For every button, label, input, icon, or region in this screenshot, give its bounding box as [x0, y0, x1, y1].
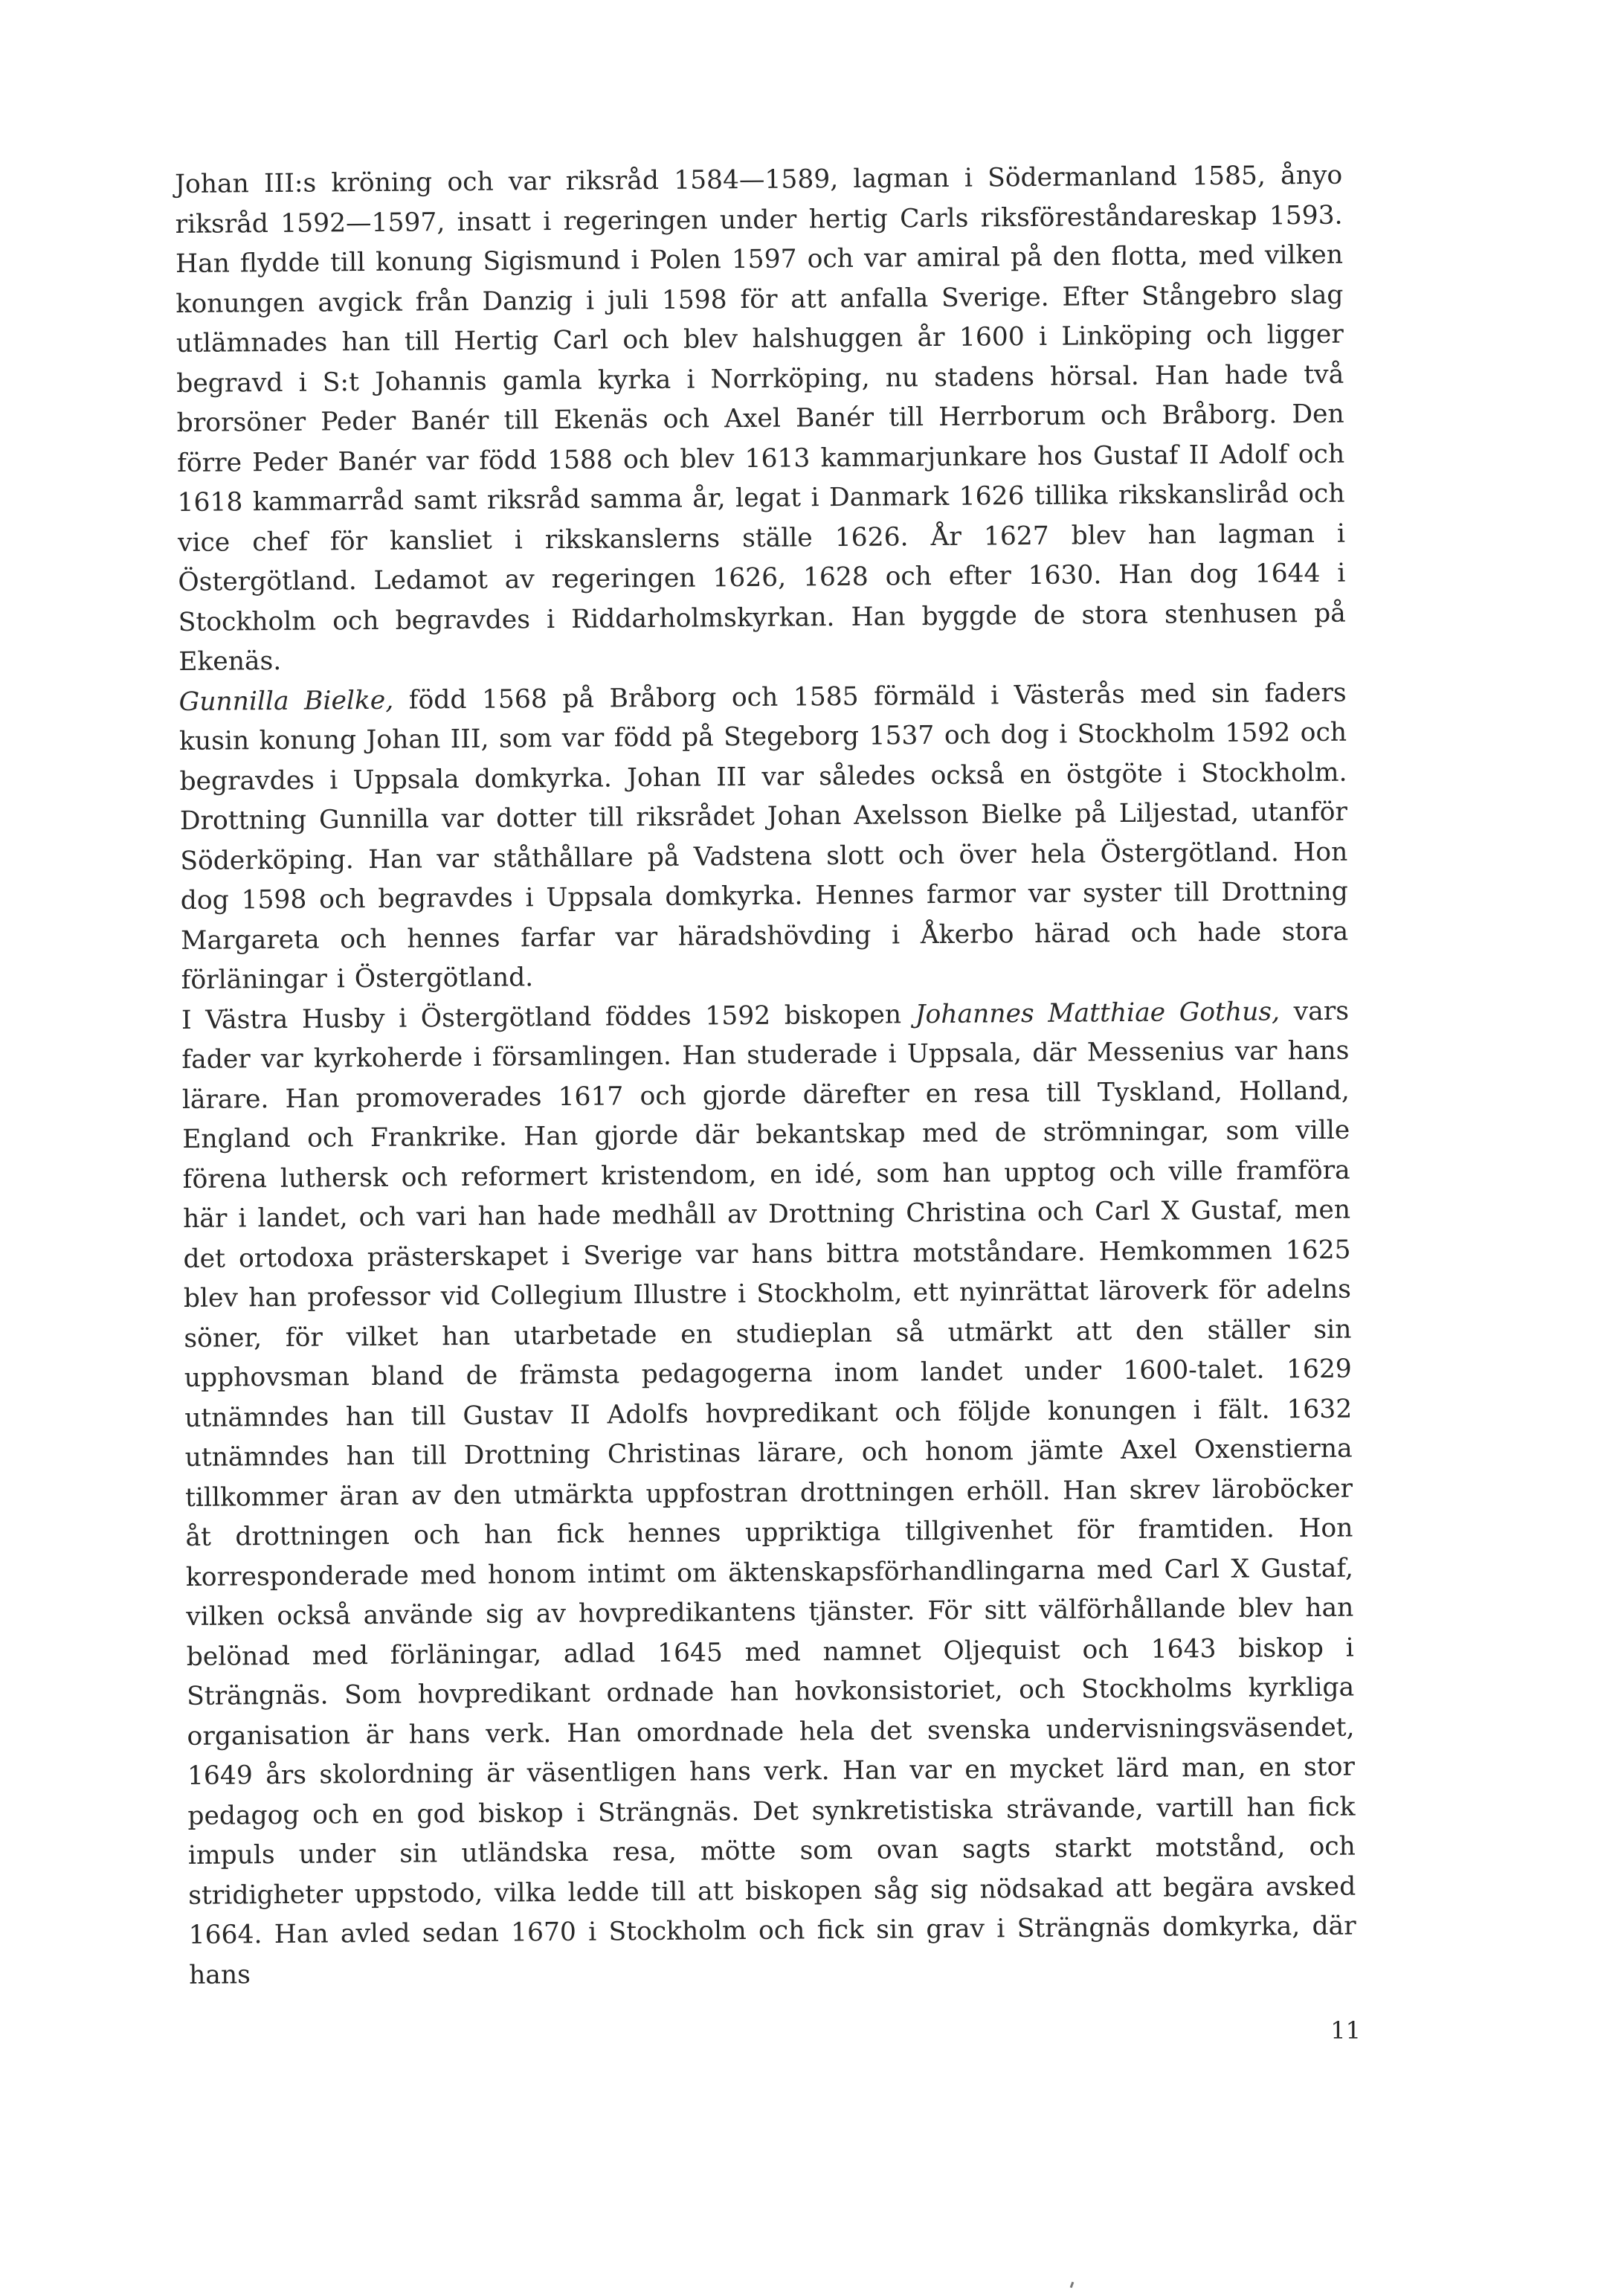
scan-artifact: [1070, 2282, 1075, 2289]
paragraph-text: vars fader var kyrkoherde i församlingen. Han studerade i Uppsala, där Messenius var hans lärare. Han promoverades 1617 och gjorde därefter en resa till Tyskland, Holland, England och Frankrike. Han gjorde där bekantskap med de strömningar, som ville förena luthersk och reformert kristendom, en idé, som han upptog och ville framföra här i landet, och vari han hade medhåll av Drottning Christina och Carl X Gustaf, men det ortodoxa prästerskapet i Sverige var hans bittra motståndare. Hemkommen 1625 blev han professor vid Collegium Illustre i Stockholm, ett nyinrättat läroverk för adelns söner, för vilket han utarbetade en studieplan så utmärkt att den ställer sin upphovsman bland de främsta pedagogerna inom landet under 1600-talet. 1629 utnämndes han till Gustav II Adolfs hovpredikant och följde konungen i fält. 1632 utnämndes han till Drottning Christinas lärare, och honom jämte Axel Oxenstierna tillkommer äran av den utmärkta uppfostran drottningen erhöll. Han skrev läroböcker åt drottningen och han fick hennes uppriktiga tillgivenhet för framtiden. Hon korresponderade med honom intimt om äktenskapsförhandlingarna med Carl X Gustaf, vilken också använde sig av hovpredikantens tjänster. För sitt välförhållande blev han belönad med förläningar, adlad 1645 med namnet Oljequist och 1643 biskop i Strängnäs. Som hovpredikant ordnade han hovkonsistoriet, och Stockholms kyrkliga organisation är hans verk. Han omordnade hela det svenska undervisningsväsendet, 1649 års skolordning är väsentligen hans verk. Han var en mycket lärd man, en stor pedagog och en god biskop i Strängnäs. Det synkretistiska strävande, vartill han fick impuls under sin utländska resa, mötte som ovan sagts starkt motstånd, och stridigheter uppstodo, vilka ledde till att biskopen såg sig nödsakad att begära avsked 1664. Han avled sedan 1670 i Stockholm och fick sin grav i Strängnäs domkyrka, där hans: [181, 996, 1356, 1990]
paragraph-text: Johan III:s kröning och var riksråd 1584—1589, lagman i Södermanland 1585, ånyo riksråd 1592—1597, insatt i regeringen under hertig Carls riksföreståndareskap 1593. Han flydde till konung Sigismund i Polen 1597 och var amiral på den flotta, med vilken konungen avgick från Danzig i juli 1598 för att anfalla Sverige. Efter Stångebro slag utlämnades han till Hertig Carl och blev halshuggen år 1600 i Linköping och ligger begravd i S:t Johannis gamla kyrka i Norrköping, nu stadens hörsal. Han hade två brorsöner Peder Banér till Ekenäs och Axel Banér till Herrborum och Bråborg. Den förre Peder Banér var född 1588 och blev 1613 kammarjunkare hos Gustaf II Adolf och 1618 kammarråd samt riksråd samma år, legat i Danmark 1626 tillika rikskansliråd och vice chef för kansliet i rikskanslerns ställe 1626. År 1627 blev han lagman i Östergötland. Ledamot av regeringen 1626, 1628 och efter 1630. Han dog 1644 i Stockholm och begravdes i Riddarholmskyrkan. Han byggde de stora stenhusen på Ekenäs.: [175, 160, 1346, 677]
paragraph-gunnilla-bielke: [178, 673, 1348, 1000]
paragraph-lead-name: Johannes Matthiae Gothus,: [915, 996, 1281, 1029]
paragraph-lead-name: Gunnilla Bielke,: [178, 685, 394, 717]
body-text: [175, 156, 1356, 1996]
paragraph-baner: [175, 156, 1346, 683]
paragraph-text: född 1568 på Bråborg och 1585 förmäld i Västerås med sin faders kusin konung Johan III, som var född på Stegeborg 1537 och dog i Stockholm 1592 och begravdes i Uppsala domkyrka. Johan III var således också en östgöte i Stockholm. Drottning Gunnilla var dotter till riksrådet Johan Axelsson Bielke på Liljestad, utanför Söderköping. Han var ståthållare på Vadstena slott och över hela Östergötland. Hon dog 1598 och begravdes i Uppsala domkyrka. Hennes farmor var syster till Drottning Margareta och hennes farfar var häradshövding i Åkerbo härad och hade stora förläningar i Östergötland.: [178, 678, 1349, 995]
paragraph-johannes-matthiae: [181, 991, 1356, 1996]
paragraph-lead-text: I Västra Husby i Östergötland föddes 1592 biskopen: [181, 999, 915, 1035]
page-number: 11: [1330, 2016, 1361, 2045]
